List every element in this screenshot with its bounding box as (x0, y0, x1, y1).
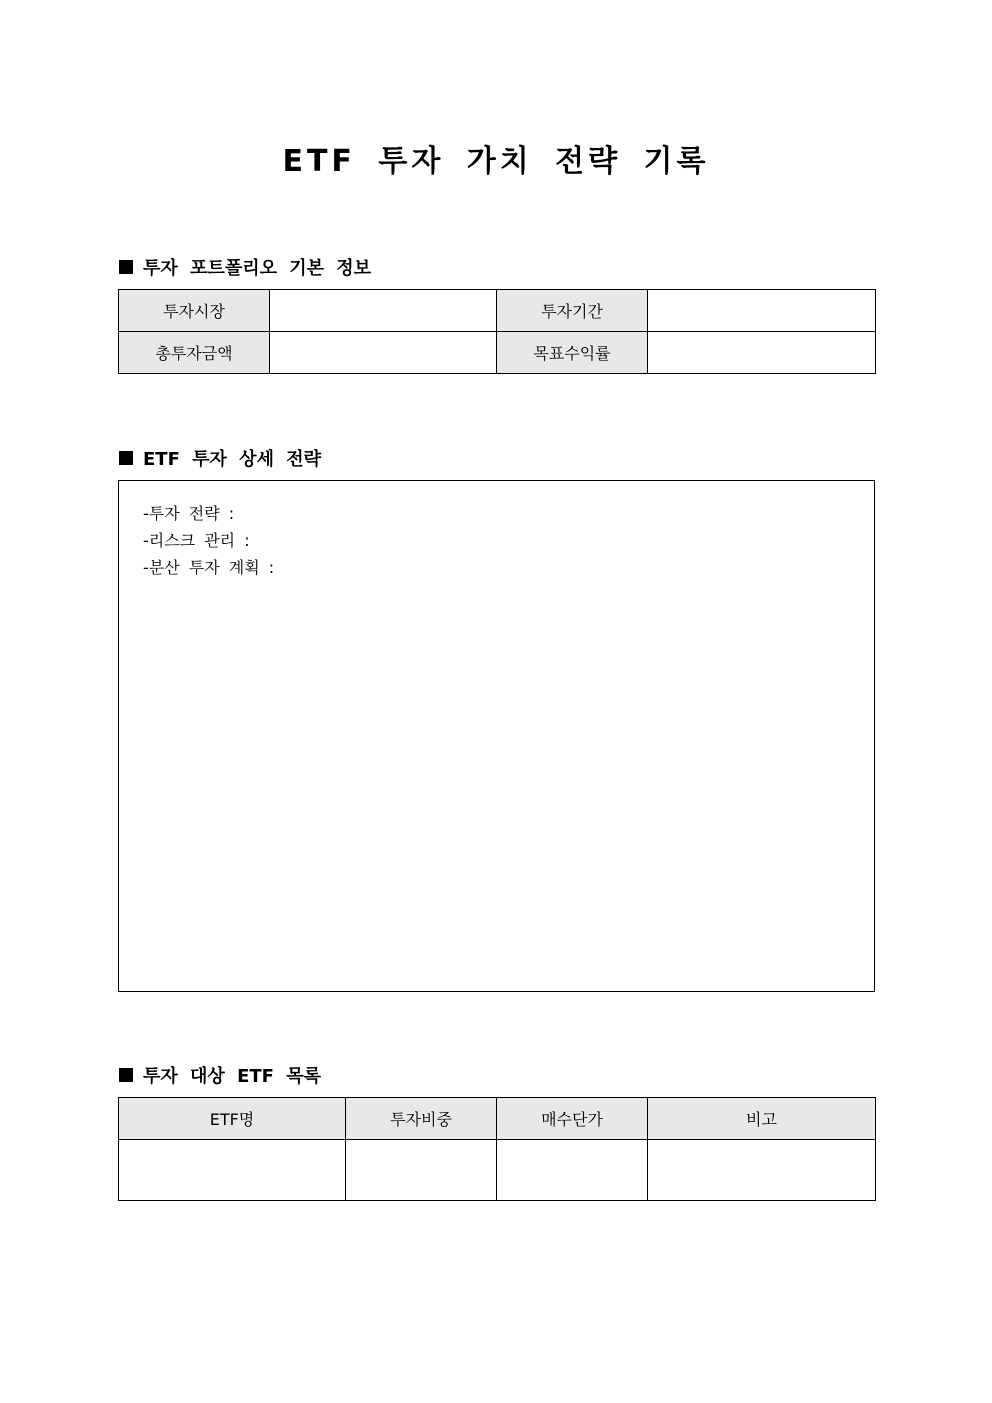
section-heading-strategy (119, 445, 321, 471)
field-investment-market[interactable] (270, 290, 497, 332)
page-title: ETF 투자 가치 전략 기록 (282, 144, 710, 179)
basic-info-table (118, 289, 876, 374)
label-investment-period: 투자기간 (497, 290, 648, 332)
column-header-notes: 비고 (648, 1098, 876, 1140)
square-bullet-icon (119, 451, 133, 465)
table-row (119, 332, 876, 374)
section-heading-etf-list (119, 1062, 321, 1088)
column-header-purchase-price: 매수단가 (497, 1098, 648, 1140)
column-header-weight: 투자비중 (346, 1098, 497, 1140)
cell-purchase-price[interactable] (497, 1140, 648, 1201)
label-target-return: 목표수익률 (497, 332, 648, 374)
label-total-investment: 총투자금액 (119, 332, 270, 374)
section-heading-text: ETF 투자 상세 전략 (143, 449, 321, 470)
field-total-investment[interactable] (270, 332, 497, 374)
etf-list-table (118, 1097, 876, 1201)
cell-weight[interactable] (346, 1140, 497, 1201)
section-heading-text: 투자 포트폴리오 기본 정보 (143, 258, 372, 279)
cell-notes[interactable] (648, 1140, 876, 1201)
field-target-return[interactable] (648, 332, 876, 374)
field-investment-period[interactable] (648, 290, 876, 332)
section-heading-text: 투자 대상 ETF 목록 (143, 1066, 321, 1087)
square-bullet-icon (119, 260, 133, 274)
column-header-etf-name: ETF명 (119, 1098, 346, 1140)
strategy-line-investment: -투자 전략 : (143, 504, 235, 523)
table-row (119, 1140, 876, 1201)
square-bullet-icon (119, 1068, 133, 1082)
strategy-text-area[interactable] (118, 480, 875, 992)
strategy-line-diversification: -분산 투자 계획 : (143, 558, 275, 577)
strategy-line-risk: -리스크 관리 : (143, 531, 250, 550)
section-heading-basic-info (119, 254, 371, 280)
table-row (119, 290, 876, 332)
cell-etf-name[interactable] (119, 1140, 346, 1201)
label-investment-market: 투자시장 (119, 290, 270, 332)
table-header-row (119, 1098, 876, 1140)
